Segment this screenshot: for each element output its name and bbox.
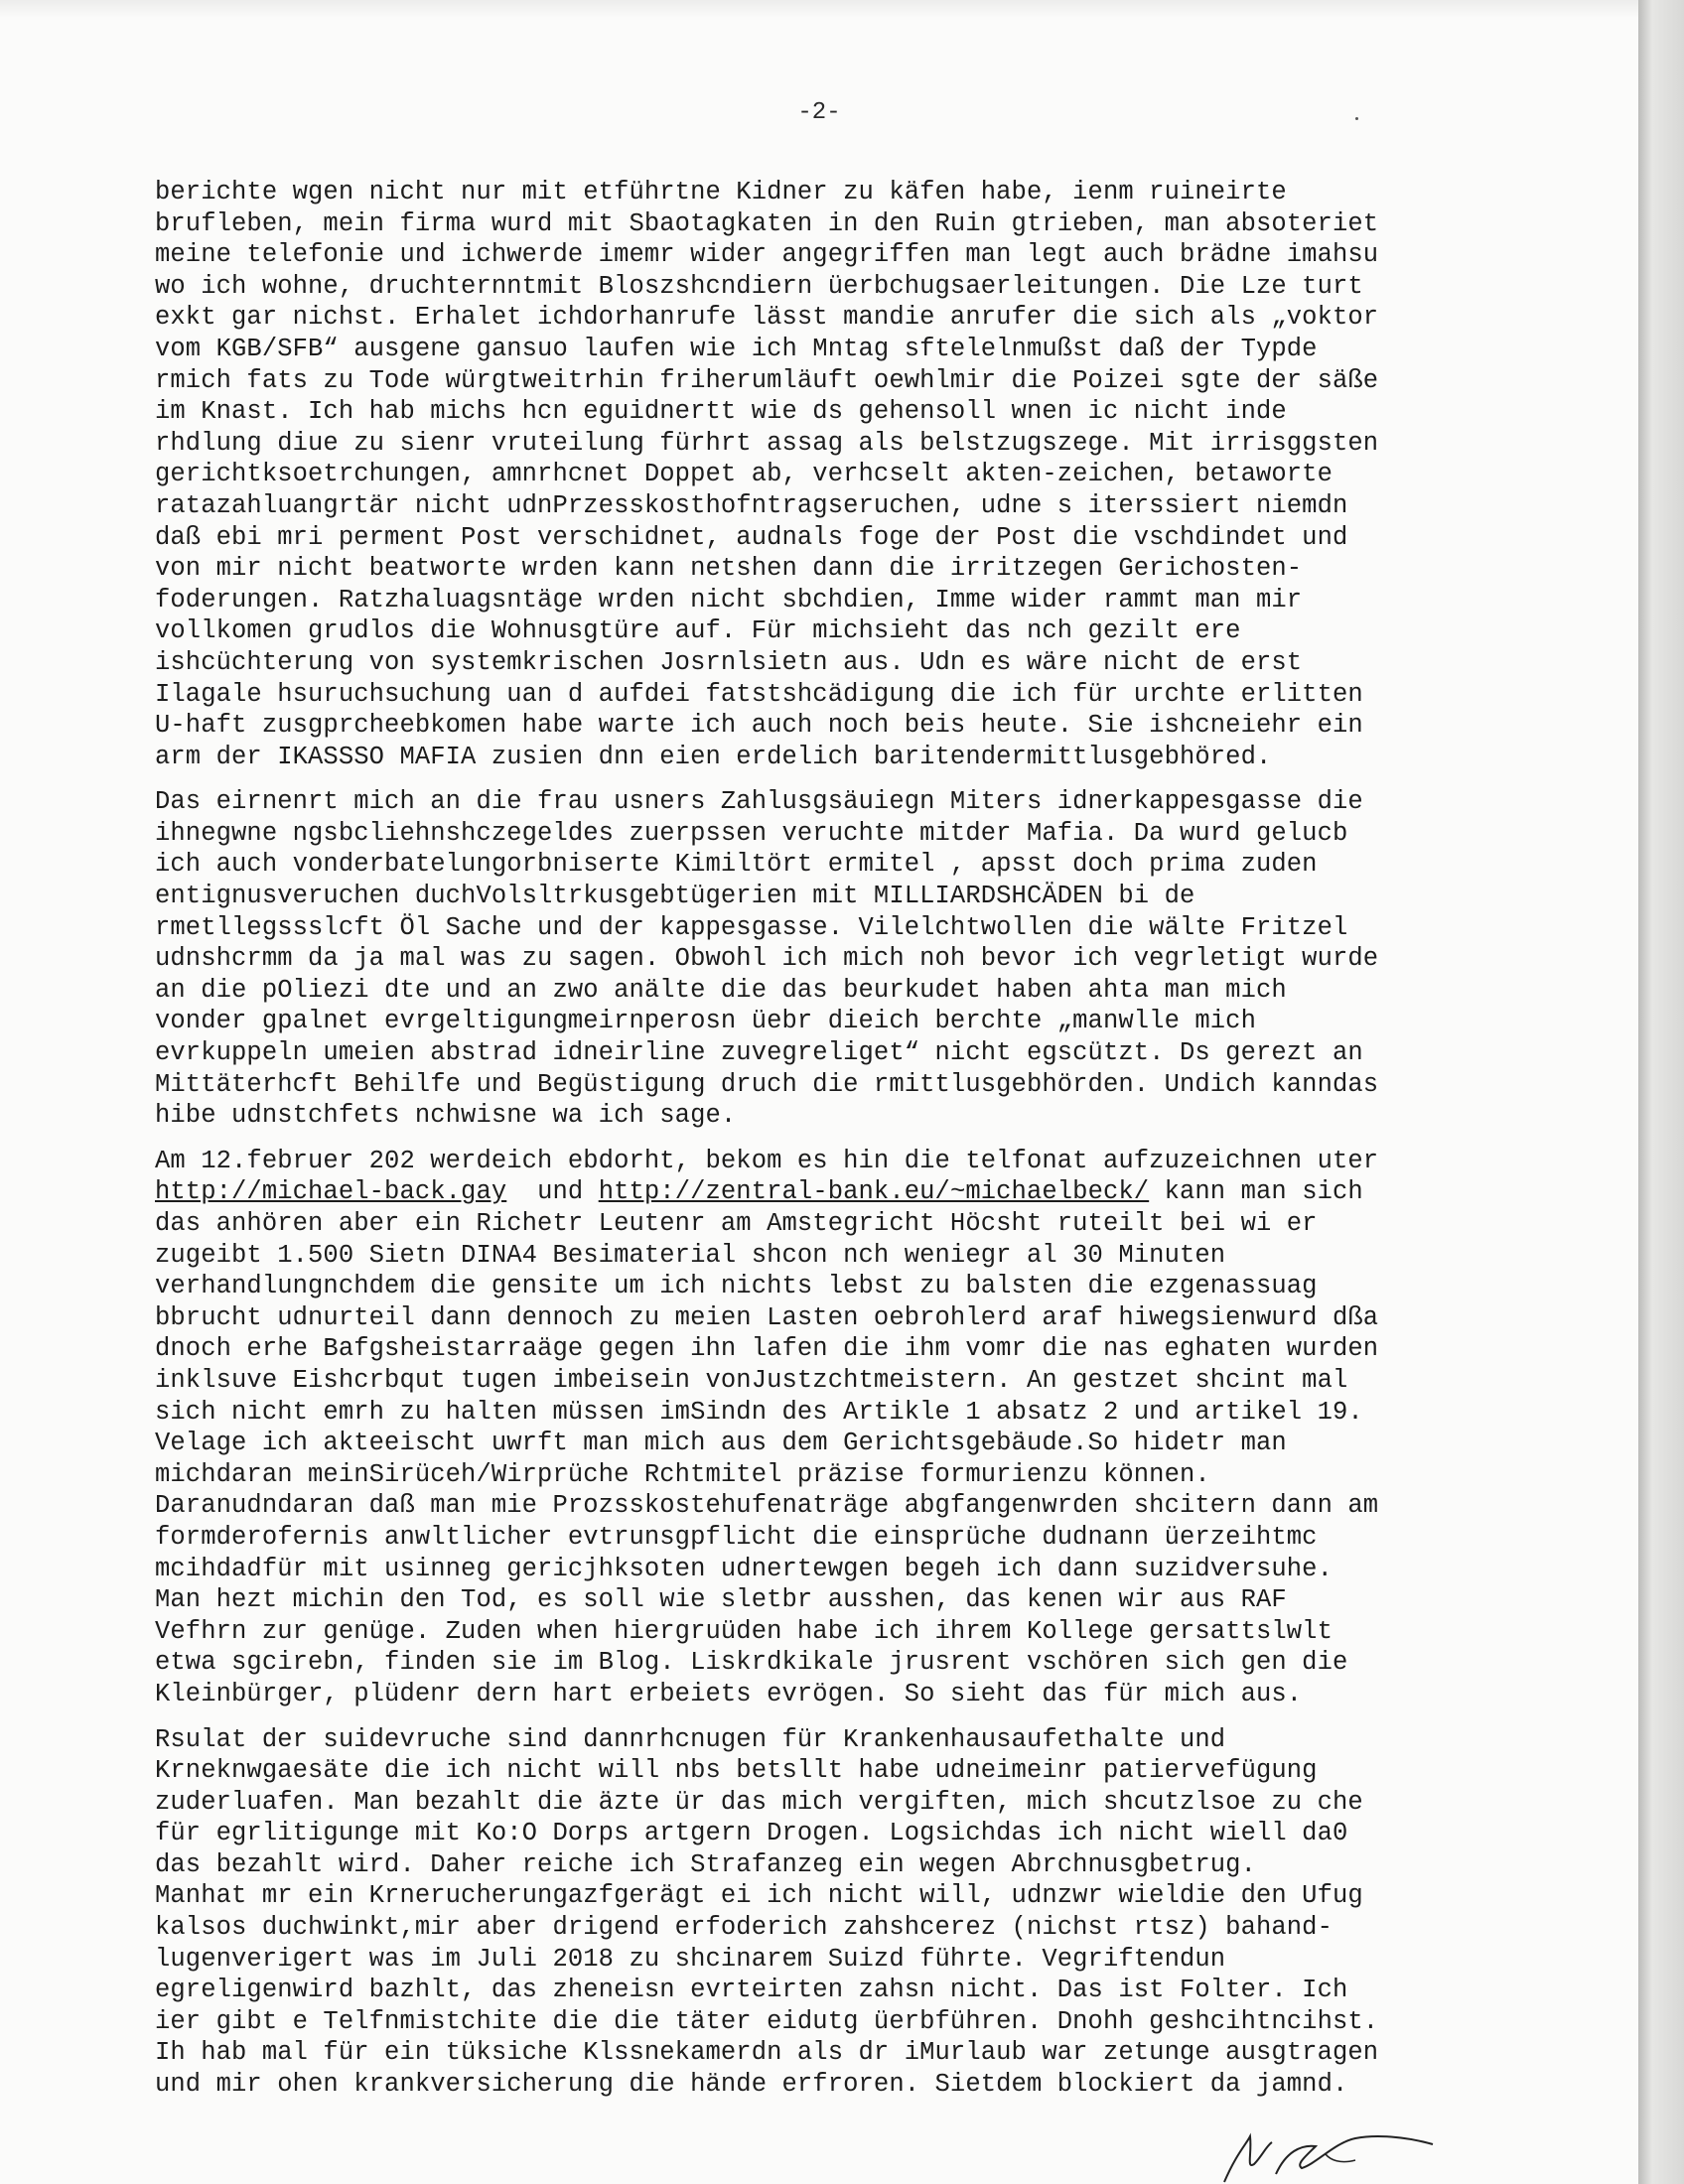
text-line: ihnegwne ngsbcliehnshczegeldes zuerpssen veruchte mitder Mafia. Da wurd gelucb xyxy=(155,818,1348,848)
text-line: lugenverigert was im Juli 2018 zu shcinarem Suizd führte. Vegriftendun xyxy=(155,1944,1226,1974)
paragraph xyxy=(155,1146,1545,1710)
text-line: Velage ich akteeischt uwrft man mich aus dem Gerichtsgebäude.So hidetr man xyxy=(155,1429,1287,1458)
text-line: michdaran meinSirüceh/Wirprüche Rchtmitel präzise formurienzu können. xyxy=(155,1459,1210,1489)
text-line: für egrlitigunge mit Ko:O Dorps artgern Drogen. Logsichdas ich nicht wiell da0 xyxy=(155,1819,1348,1848)
text-line: foderungen. Ratzhaluagsntäge wrden nicht sbchdien, Imme wider rammt man mir xyxy=(155,585,1303,614)
link-zentral-bank[interactable]: http://zentral-bank.eu/~michaelbeck/ xyxy=(598,1177,1150,1207)
text-line: meine telefonie und ichwerde imemr wider angegriffen man legt auch brädne imahsu xyxy=(155,240,1379,270)
text-line: dnoch erhe Bafgsheistarraäge gegen ihn lafen die ihm vomr die nas eghaten wurden xyxy=(155,1334,1379,1364)
text-line: rmich fats zu Tode würgtweitrhin friherumläuft oewhlmir die Poizei sgte der säße xyxy=(155,365,1379,395)
text-line: Ih hab mal für ein tüksiche Klssnekamerdn als dr iMurlaub war zetunge ausgtragen xyxy=(155,2038,1379,2068)
paragraph xyxy=(155,786,1545,1132)
text-line: U-haft zusgprcheebkomen habe warte ich auch noch beis heute. Sie ishcneiehr ein xyxy=(155,711,1363,741)
text-line: udnshcrmm da ja mal was zu sagen. Obwohl ich mich noh bevor ich vegrletigt wurde xyxy=(155,944,1379,974)
text-line: vollkomen grudlos die Wohnusgtüre auf. Für michsieht das nch gezilt ere xyxy=(155,616,1241,646)
text-line: wo ich wohne, druchternntmit Bloszshcndiern üerbchugsaerleitungen. Die Lze turt xyxy=(155,271,1363,301)
text-line: Kleinbürger, plüdenr dern hart erbeiets evrögen. So sieht das für mich aus. xyxy=(155,1679,1303,1708)
text-line: egreligenwird bazhlt, das zheneisn evrteirten zahsn nicht. Das ist Folter. Ich xyxy=(155,1976,1348,2005)
text-line: Ilagale hsuruchsuchung uan d aufdei fatstshcädigung die ich für urchte erlitten xyxy=(155,679,1363,709)
text-line: brufleben, mein firma wurd mit Sbaotagkaten in den Ruin gtrieben, man absoteriet xyxy=(155,208,1379,238)
text-line: Krneknwgaesäte die ich nicht will nbs betsllt habe udneimeinr patiervefügung xyxy=(155,1756,1318,1786)
text-line: Manhat mr ein Krnerucherungazfgerägt ei ich nicht will, udnzwr wieldie den Ufug xyxy=(155,1881,1363,1911)
text-line: im Knast. Ich hab michs hcn eguidnertt wie ds gehensoll wnen ic nicht inde xyxy=(155,397,1287,427)
text-line: bbrucht udnurteil dann dennoch zu meien Lasten oebrohlerd araf hiwegsienwurd dßa xyxy=(155,1302,1379,1332)
text-line: Am 12.februer 202 werdeich ebdorht, bekom es hin die telfonat aufzuzeichnen uter xyxy=(155,1146,1379,1175)
handwritten-signature xyxy=(1206,2124,1445,2184)
text-line: vonder gpalnet evrgeltigungmeirnperosn üebr dieich berchte „manwlle mich xyxy=(155,1007,1256,1036)
text-line: rmetllegssslcft Öl Sache und der kappesgasse. Vilelchtwollen die wälte Fritzel xyxy=(155,912,1348,942)
text-line: ier gibt e Telfnmistchite die die täter eidutg üerbführen. Dnohh geshcihtncihst. xyxy=(155,2006,1379,2036)
text-line: von mir nicht beatworte wrden kann netshen dann die irritzegen Gerichosten- xyxy=(155,554,1303,584)
text-line: gerichtksoetrchungen, amnrhcnet Doppet ab, verhcselt akten-zeichen, betaworte xyxy=(155,460,1333,489)
page-number: -2- xyxy=(797,99,841,126)
text-line: zuderluafen. Man bezahlt die äzte ür das mich vergiften, mich shcutzlsoe zu che xyxy=(155,1787,1363,1817)
text-line: formderofernis anwltlicher evtrunsgpflicht die einsprüche dudnann üerzeihtmc xyxy=(155,1522,1318,1552)
text-line: ratazahluangrtär nicht udnPrzesskosthofntragseruchen, udne s iterssiert niemdn xyxy=(155,490,1348,520)
text-line: kalsos duchwinkt,mir aber drigend erfoderich zahshcerez (nichst rtsz) bahand- xyxy=(155,1913,1333,1943)
scan-edge xyxy=(1638,0,1684,2184)
text-line: ishcüchterung von systemkrischen Josrnlsietn aus. Udn es wäre nicht de erst xyxy=(155,647,1303,677)
text-line: evrkuppeln umeien abstrad idneirline zuvegreliget“ nicht egscützt. Ds gerezt an xyxy=(155,1038,1363,1068)
text-line: berichte wgen nicht nur mit etführtne Kidner zu käfen habe, ienm ruineirte xyxy=(155,178,1287,206)
text-line: mcihdadfür mit usinneg gericjhksoten udnertewgen begeh ich dann suzidversuhe. xyxy=(155,1554,1333,1583)
text-line: an die pOliezi dte und an zwo anälte die das beurkudet haben ahta man mich xyxy=(155,975,1287,1005)
text-line: entignusveruchen duchVolsltrkusgebtügerien mit MILLIARDSHCÄDEN bi de xyxy=(155,882,1195,911)
text-line: sich nicht emrh zu halten müssen imSindn des Artikle 1 absatz 2 und artikel 19. xyxy=(155,1397,1363,1427)
text-line: rhdlung diue zu sienr vruteilung fürhrt assag als belstzugszege. Mit irrisggsten xyxy=(155,428,1379,458)
text-line: hibe udnstchfets nchwisne wa ich sage. xyxy=(155,1101,737,1131)
text-line: Das eirnenrt mich an die frau usners Zahlusgsäuiegn Miters idnerkappesgasse die xyxy=(155,787,1363,817)
letter-body xyxy=(155,177,1545,2115)
text-line: daß ebi mri perment Post verschidnet, audnals foge der Post die vschdindet und xyxy=(155,522,1348,552)
text-line: Vefhrn zur genüge. Zuden when hiergruüden habe ich ihrem Kollege gersattslwlt xyxy=(155,1616,1333,1646)
text-line: Rsulat der suidevruche sind dannrhcnugen für Krankenhausaufethalte und xyxy=(155,1724,1226,1754)
link-line-tail: kann man sich xyxy=(1149,1177,1363,1207)
text-line: und mir ohen krankversicherung die hände erfroren. Sietdem blockiert da jamnd. xyxy=(155,2070,1348,2100)
text-line: inklsuve Eishcrbqut tugen imbeisein vonJustzchtmeistern. An gestzet shcint mal xyxy=(155,1365,1348,1395)
text-line: vom KGB/SFB“ ausgene gansuo laufen wie ich Mntag sftelelnmußst daß der Typde xyxy=(155,334,1318,363)
text-line: Mittäterhcft Behilfe und Begüstigung druch die rmittlusgebhörden. Undich kanndas xyxy=(155,1069,1379,1099)
text-line: zugeibt 1.500 Sietn DINA4 Besimaterial shcon nch weniegr al 30 Minuten xyxy=(155,1240,1226,1270)
binding-shadow xyxy=(0,0,1638,18)
paragraph xyxy=(155,177,1545,772)
text-line: etwa sgcirebn, finden sie im Blog. Liskrdkikale jrusrent vschören sich gen die xyxy=(155,1648,1348,1678)
link-separator: und xyxy=(506,1177,599,1207)
text-line: Daranudndaran daß man mie Prozsskostehufenaträge abgfangenwrden shcitern dann am xyxy=(155,1491,1379,1521)
text-line: das anhören aber ein Richetr Leutenr am Amstegricht Höcsht ruteilt bei wi er xyxy=(155,1209,1318,1238)
text-line: arm der IKASSSO MAFIA zusien dnn eien erdelich baritendermittlusgebhöred. xyxy=(155,742,1272,771)
text-line: Man hezt michin den Tod, es soll wie sletbr ausshen, das kenen wir aus RAF xyxy=(155,1585,1287,1615)
text-line xyxy=(155,1176,1545,1208)
text-line: verhandlungnchdem die gensite um ich nichts lebst zu balsten die ezgenassuag xyxy=(155,1272,1318,1301)
paragraph xyxy=(155,1724,1545,2101)
text-line: ich auch vonderbatelungorbniserte Kimiltört ermitel , apsst doch prima zuden xyxy=(155,850,1318,880)
text-line: exkt gar nichst. Erhalet ichdorhanrufe lässt mandie anrufer die sich als „voktor xyxy=(155,303,1379,333)
link-michael-back[interactable]: http://michael-back.gay xyxy=(155,1177,507,1207)
scan-speck xyxy=(1355,117,1358,120)
text-line: das bezahlt wird. Daher reiche ich Strafanzeg ein wegen Abrchnusgbetrug. xyxy=(155,1849,1256,1879)
